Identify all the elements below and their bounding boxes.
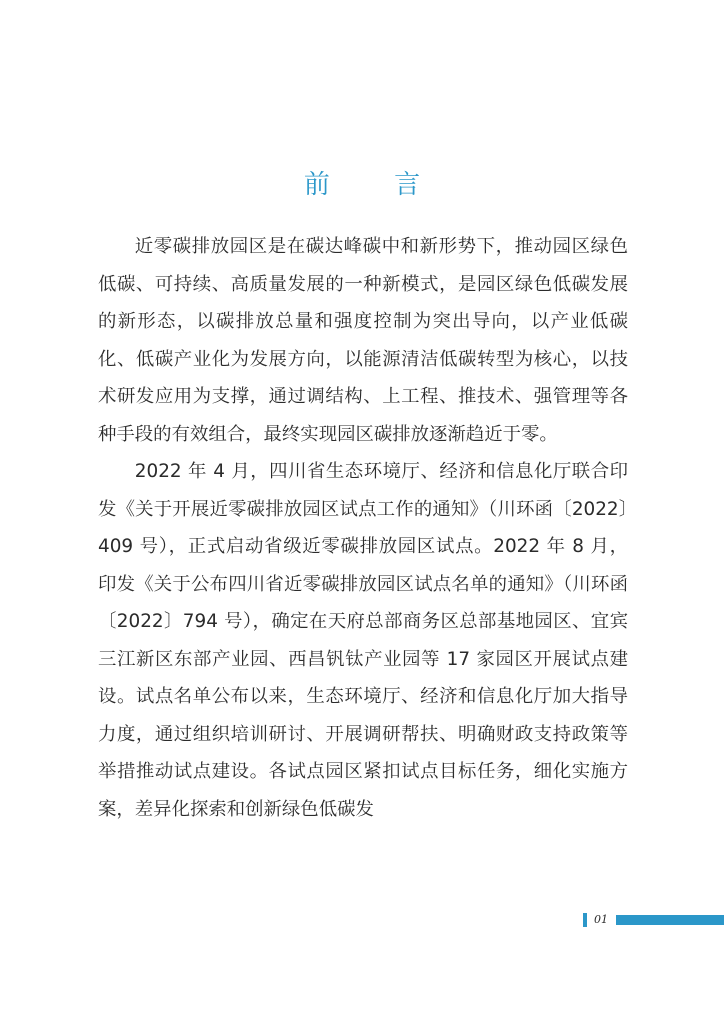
footer-accent-bar	[616, 915, 724, 925]
page-number-marker	[583, 913, 587, 927]
paragraph-2: 2022 年 4 月，四川省生态环境厅、经济和信息化厅联合印发《关于开展近零碳排放园区试点工作的通知》（川环函〔2022〕409 号），正式启动省级近零碳排放园区试点。2022 年 8 月，印发《关于公布四川省近零碳排放园区试点名单的通知》（川环函〔2022〕794 号），确定在天府总部商务区总部基地园区、宜宾三江新区东部产业园、西昌钒钛产业园等 17 家园区开展试点建设。试点名单公布以来，生态环境厅、经济和信息化厅加大指导力度，通过组织培训研讨、开展调研帮扶、明确财政支持政策等举措推动试点建设。各试点园区紧扣试点目标任务，细化实施方案，差异化探索和创新绿色低碳发	[98, 461, 628, 820]
page-title: 前 言	[303, 170, 449, 201]
paragraph-1: 近零碳排放园区是在碳达峰碳中和新形势下，推动园区绿色低碳、可持续、高质量发展的一种新模式，是园区绿色低碳发展的新形态，以碳排放总量和强度控制为突出导向，以产业低碳化、低碳产业化为发展方向，以能源清洁低碳转型为核心，以技术研发应用为支撑，通过调结构、上工程、推技术、强管理等各种手段的有效组合，最终实现园区碳排放逐渐趋近于零。	[98, 236, 628, 445]
page-footer	[583, 912, 724, 928]
page-number: 01	[594, 913, 608, 926]
body-text	[98, 228, 628, 828]
